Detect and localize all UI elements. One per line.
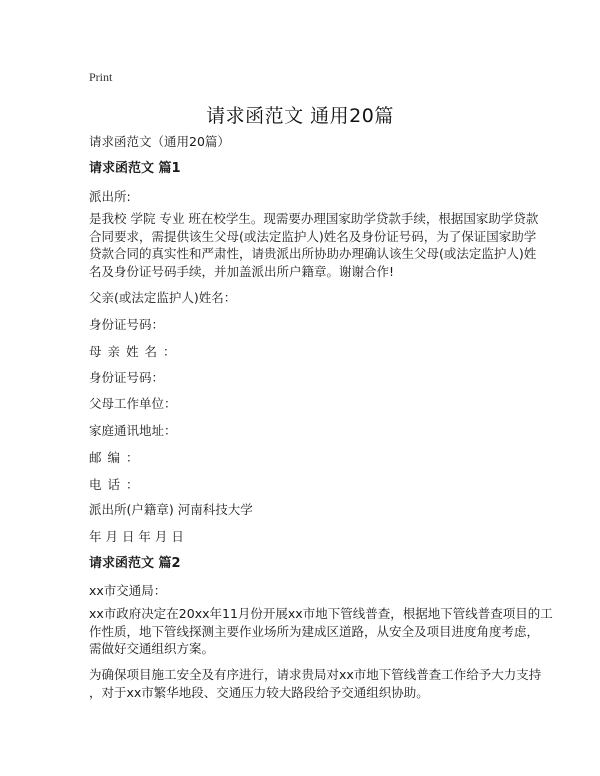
field-parent-work: 父母工作单位： — [89, 396, 177, 411]
letter2-para2-line: 为确保项目施工安全及有序进行，请求贵局对xx市地下管线普查工作给予大力支持 — [89, 667, 542, 682]
field-postcode: 邮编： — [89, 450, 145, 465]
document-title: 请求函范文 通用20篇 — [206, 105, 394, 127]
letter1-body-line: 是我校 学院 专业 班在校学生。现需要办理国家助学贷款手续，根据国家助学贷款 — [89, 211, 539, 226]
letter1-signature: 派出所(户籍章) 河南科技大学 — [89, 502, 253, 517]
letter1-body-line: 贷款合同的真实性和严肃性，请贵派出所协助办理确认该生父母(或法定监护人)姓 — [89, 246, 537, 261]
field-mother-name: 母亲姓名： — [89, 344, 182, 359]
letter2-para1-line: 需做好交通组织方案。 — [89, 641, 215, 656]
letter2-para1-line: 作性质，地下管线探测主要作业场所为建成区道路，从安全及项目进度角度考虑， — [89, 623, 540, 639]
letter1-body — [89, 210, 539, 280]
letter2-paragraph-1 — [89, 605, 553, 658]
letter1-heading: 请求函范文 篇1 — [89, 161, 181, 176]
letter2-para1-line: xx市政府决定在20xx年11月份开展xx市地下管线普查，根据地下管线普查项目的工 — [89, 606, 553, 621]
letter2-salutation: xx市交通局： — [89, 583, 167, 598]
print-label[interactable]: Print — [89, 70, 113, 84]
letter1-body-line: 名及身份证号码手续，并加盖派出所户籍章。谢谢合作! — [89, 263, 395, 279]
letter2-para2-line: ，对于xx市繁华地段、交通压力较大路段给予交通组织协助。 — [89, 684, 429, 700]
field-phone: 电话： — [89, 477, 145, 492]
letter2-heading: 请求函范文 篇2 — [89, 556, 181, 571]
letter2-paragraph-2 — [89, 666, 542, 701]
letter1-body-line: 合同要求，需提供该生父母(或法定监护人)姓名及身份证号码，为了保证国家助学 — [89, 228, 537, 244]
field-home-address: 家庭通讯地址： — [89, 423, 177, 438]
field-guardian-name: 父亲(或法定监护人)姓名： — [89, 290, 237, 305]
field-id-number-1: 身份证号码： — [89, 317, 165, 332]
letter1-salutation: 派出所: — [89, 189, 131, 204]
intro-line: 请求函范文（通用20篇） — [89, 134, 230, 149]
letter1-date: 年 月 日 年 月 日 — [89, 529, 184, 544]
field-id-number-2: 身份证号码： — [89, 370, 165, 385]
